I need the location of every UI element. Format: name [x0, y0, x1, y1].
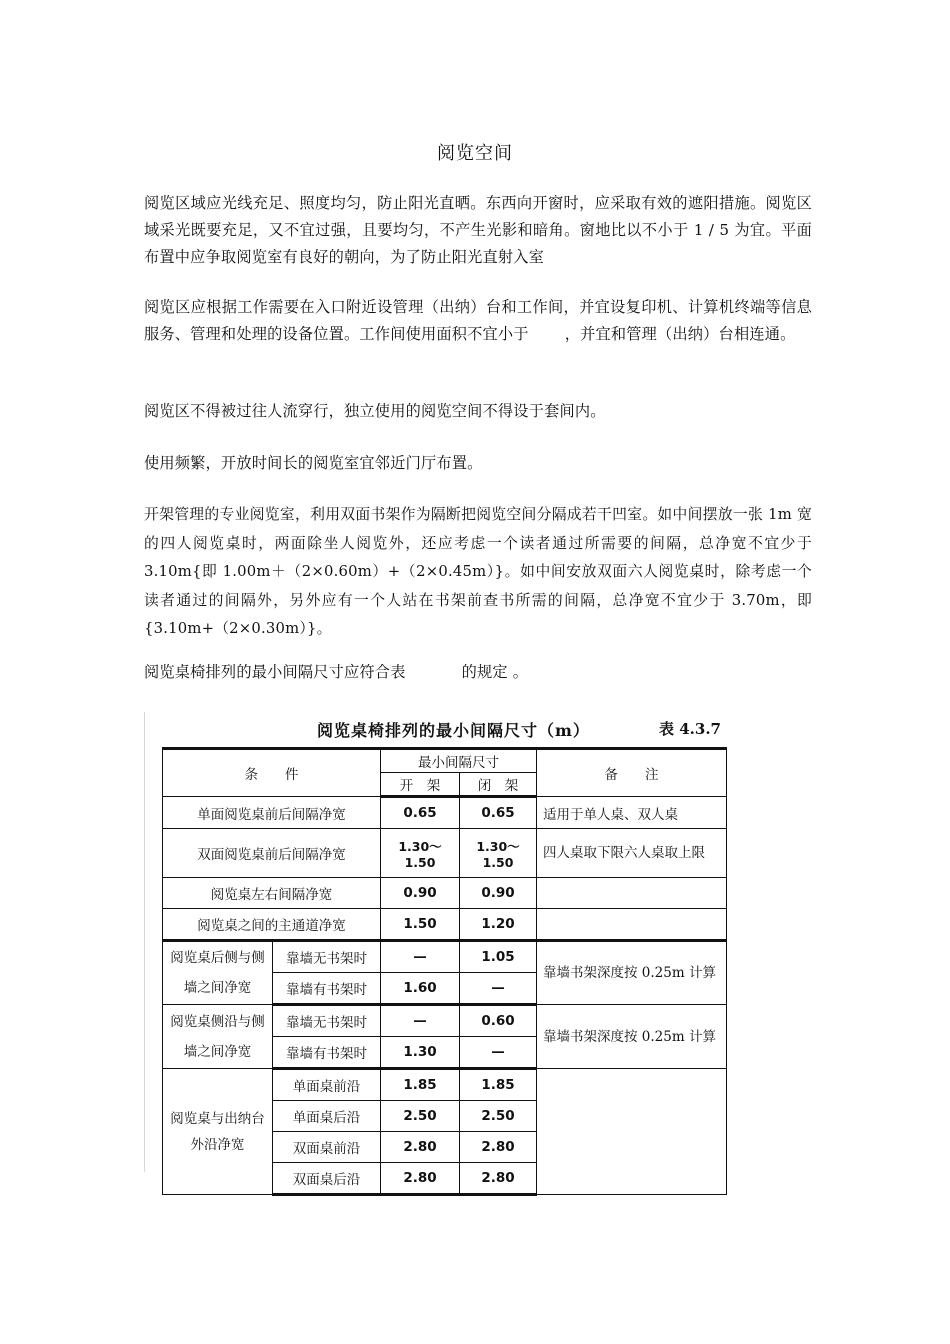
- sub-label: 双面桌后沿: [273, 1163, 381, 1195]
- page-title: 阅览空间: [437, 143, 513, 164]
- row-note: [537, 909, 727, 941]
- group-label: 阅览桌与出纳台外沿净宽: [163, 1069, 273, 1195]
- table-row: [163, 829, 727, 878]
- value-closed: 1.05: [460, 941, 537, 973]
- paragraph-table-reference: [144, 659, 812, 686]
- header-remark: 备 注: [537, 749, 727, 797]
- row-note: 四人桌取下限六人桌取上限: [537, 829, 727, 878]
- table-title: 阅览桌椅排列的最小间隔尺寸（m）: [317, 721, 590, 740]
- sub-label: 单面桌后沿: [273, 1101, 381, 1132]
- sub-label: 靠墙无书架时: [273, 941, 381, 973]
- row-label: 双面阅览桌前后间隔净宽: [163, 829, 381, 878]
- group-note: [537, 1069, 727, 1195]
- table-row: [163, 1005, 727, 1037]
- row-note: 适用于单人桌、双人桌: [537, 797, 727, 829]
- header-min-spacing: 最小间隔尺寸: [381, 749, 537, 773]
- value-open: 1.85: [381, 1069, 460, 1101]
- table-row: [163, 878, 727, 909]
- group-label: 阅览桌侧沿与侧墙之间净宽: [163, 1005, 273, 1069]
- paragraph-table-reference-part2: 的规定 。: [461, 663, 529, 681]
- table-number: 表 4.3.7: [659, 720, 721, 738]
- table-row: [163, 909, 727, 941]
- value-closed: 0.65: [460, 797, 537, 829]
- row-label: 阅览桌左右间隔净宽: [163, 878, 381, 909]
- group-note: 靠墙书架深度按 0.25m 计算: [537, 1005, 727, 1069]
- value-closed: 1.20: [460, 909, 537, 941]
- sub-label: 双面桌前沿: [273, 1132, 381, 1163]
- value-closed: —: [460, 973, 537, 1005]
- sub-label: 靠墙无书架时: [273, 1005, 381, 1037]
- row-note: [537, 878, 727, 909]
- paragraph-desk-location-part2: ，并宜和管理（出纳）台相连通。: [564, 325, 796, 343]
- paragraph-open-stacks: 开架管理的专业阅览室，利用双面书架作为隔断把阅览空间分隔成若干凹室。如中间摆放一张 1m 宽的四人阅览桌时，两面除坐人阅览外，还应考虑一个读者通过所需要的间隔，总净宽不宜少于 3.10m{即 1.00m＋（2×0.60m）+（2×0.45m）}。如中间安放双面六人阅览桌时，除考虑一个读者通过的间隔外，另外应有一个人站在书架前查书所需的间隔，总净宽不宜少于 3.70m，即{3.10m+（2×0.30m）}。: [144, 506, 812, 637]
- value-closed: 2.80: [460, 1163, 537, 1195]
- header-open: 开 架: [381, 773, 460, 797]
- header-closed: 闭 架: [460, 773, 537, 797]
- value-closed: 1.85: [460, 1069, 537, 1101]
- value-open: 1.60: [381, 973, 460, 1005]
- value-open: 1.50: [381, 909, 460, 941]
- value-closed: 2.80: [460, 1132, 537, 1163]
- paragraph-desk-location-part1: 阅览区应根据工作需要在入口附近设管理（出纳）台和工作间，并宜设复印机、计算机终端等信息服务、管理和处理的设备位置。工作间使用面积不宜小于: [144, 298, 812, 343]
- value-open: 2.80: [381, 1132, 460, 1163]
- value-closed: —: [460, 1037, 537, 1069]
- table-caption: [145, 716, 745, 742]
- value-open: 0.65: [381, 797, 460, 829]
- sub-label: 单面桌前沿: [273, 1069, 381, 1101]
- value-closed: 0.60: [460, 1005, 537, 1037]
- value-closed: 0.90: [460, 878, 537, 909]
- paragraph-placement: 使用频繁，开放时间长的阅览室宜邻近门厅布置。: [144, 454, 483, 472]
- value-open: 1.30: [381, 1037, 460, 1069]
- value-open: 2.50: [381, 1101, 460, 1132]
- value-closed: 1.30～1.50: [460, 829, 537, 878]
- value-open: 1.30～1.50: [381, 829, 460, 878]
- sub-label: 靠墙有书架时: [273, 973, 381, 1005]
- paragraph-desk-location: [144, 294, 812, 348]
- value-open: —: [381, 941, 460, 973]
- sub-label: 靠墙有书架时: [273, 1037, 381, 1069]
- value-open: 2.80: [381, 1163, 460, 1195]
- paragraph-circulation: 阅览区不得被过往人流穿行，独立使用的阅览空间不得设于套间内。: [144, 402, 606, 420]
- table-row: [163, 1069, 727, 1101]
- value-open: —: [381, 1005, 460, 1037]
- table-row: [163, 941, 727, 973]
- paragraph-lighting: 阅览区域应光线充足、照度均匀，防止阳光直晒。东西向开窗时，应采取有效的遮阳措施。阅览区域采光既要充足，又不宜过强，且要均匀，不产生光影和暗角。窗地比以不小于 1 / 5 为宜。平面布置中应争取阅览室有良好的朝向，为了防止阳光直射入室: [144, 194, 812, 266]
- spacing-table: [162, 747, 727, 1196]
- row-label: 阅览桌之间的主通道净宽: [163, 909, 381, 941]
- spacing-table-figure: [144, 712, 745, 1188]
- value-closed: 2.50: [460, 1101, 537, 1132]
- row-label: 单面阅览桌前后间隔净宽: [163, 797, 381, 829]
- paragraph-table-reference-part1: 阅览桌椅排列的最小间隔尺寸应符合表: [144, 663, 406, 681]
- table-row: [163, 797, 727, 829]
- value-open: 0.90: [381, 878, 460, 909]
- group-note: 靠墙书架深度按 0.25m 计算: [537, 941, 727, 1005]
- group-label: 阅览桌后侧与侧墙之间净宽: [163, 941, 273, 1005]
- header-condition: 条 件: [163, 749, 381, 797]
